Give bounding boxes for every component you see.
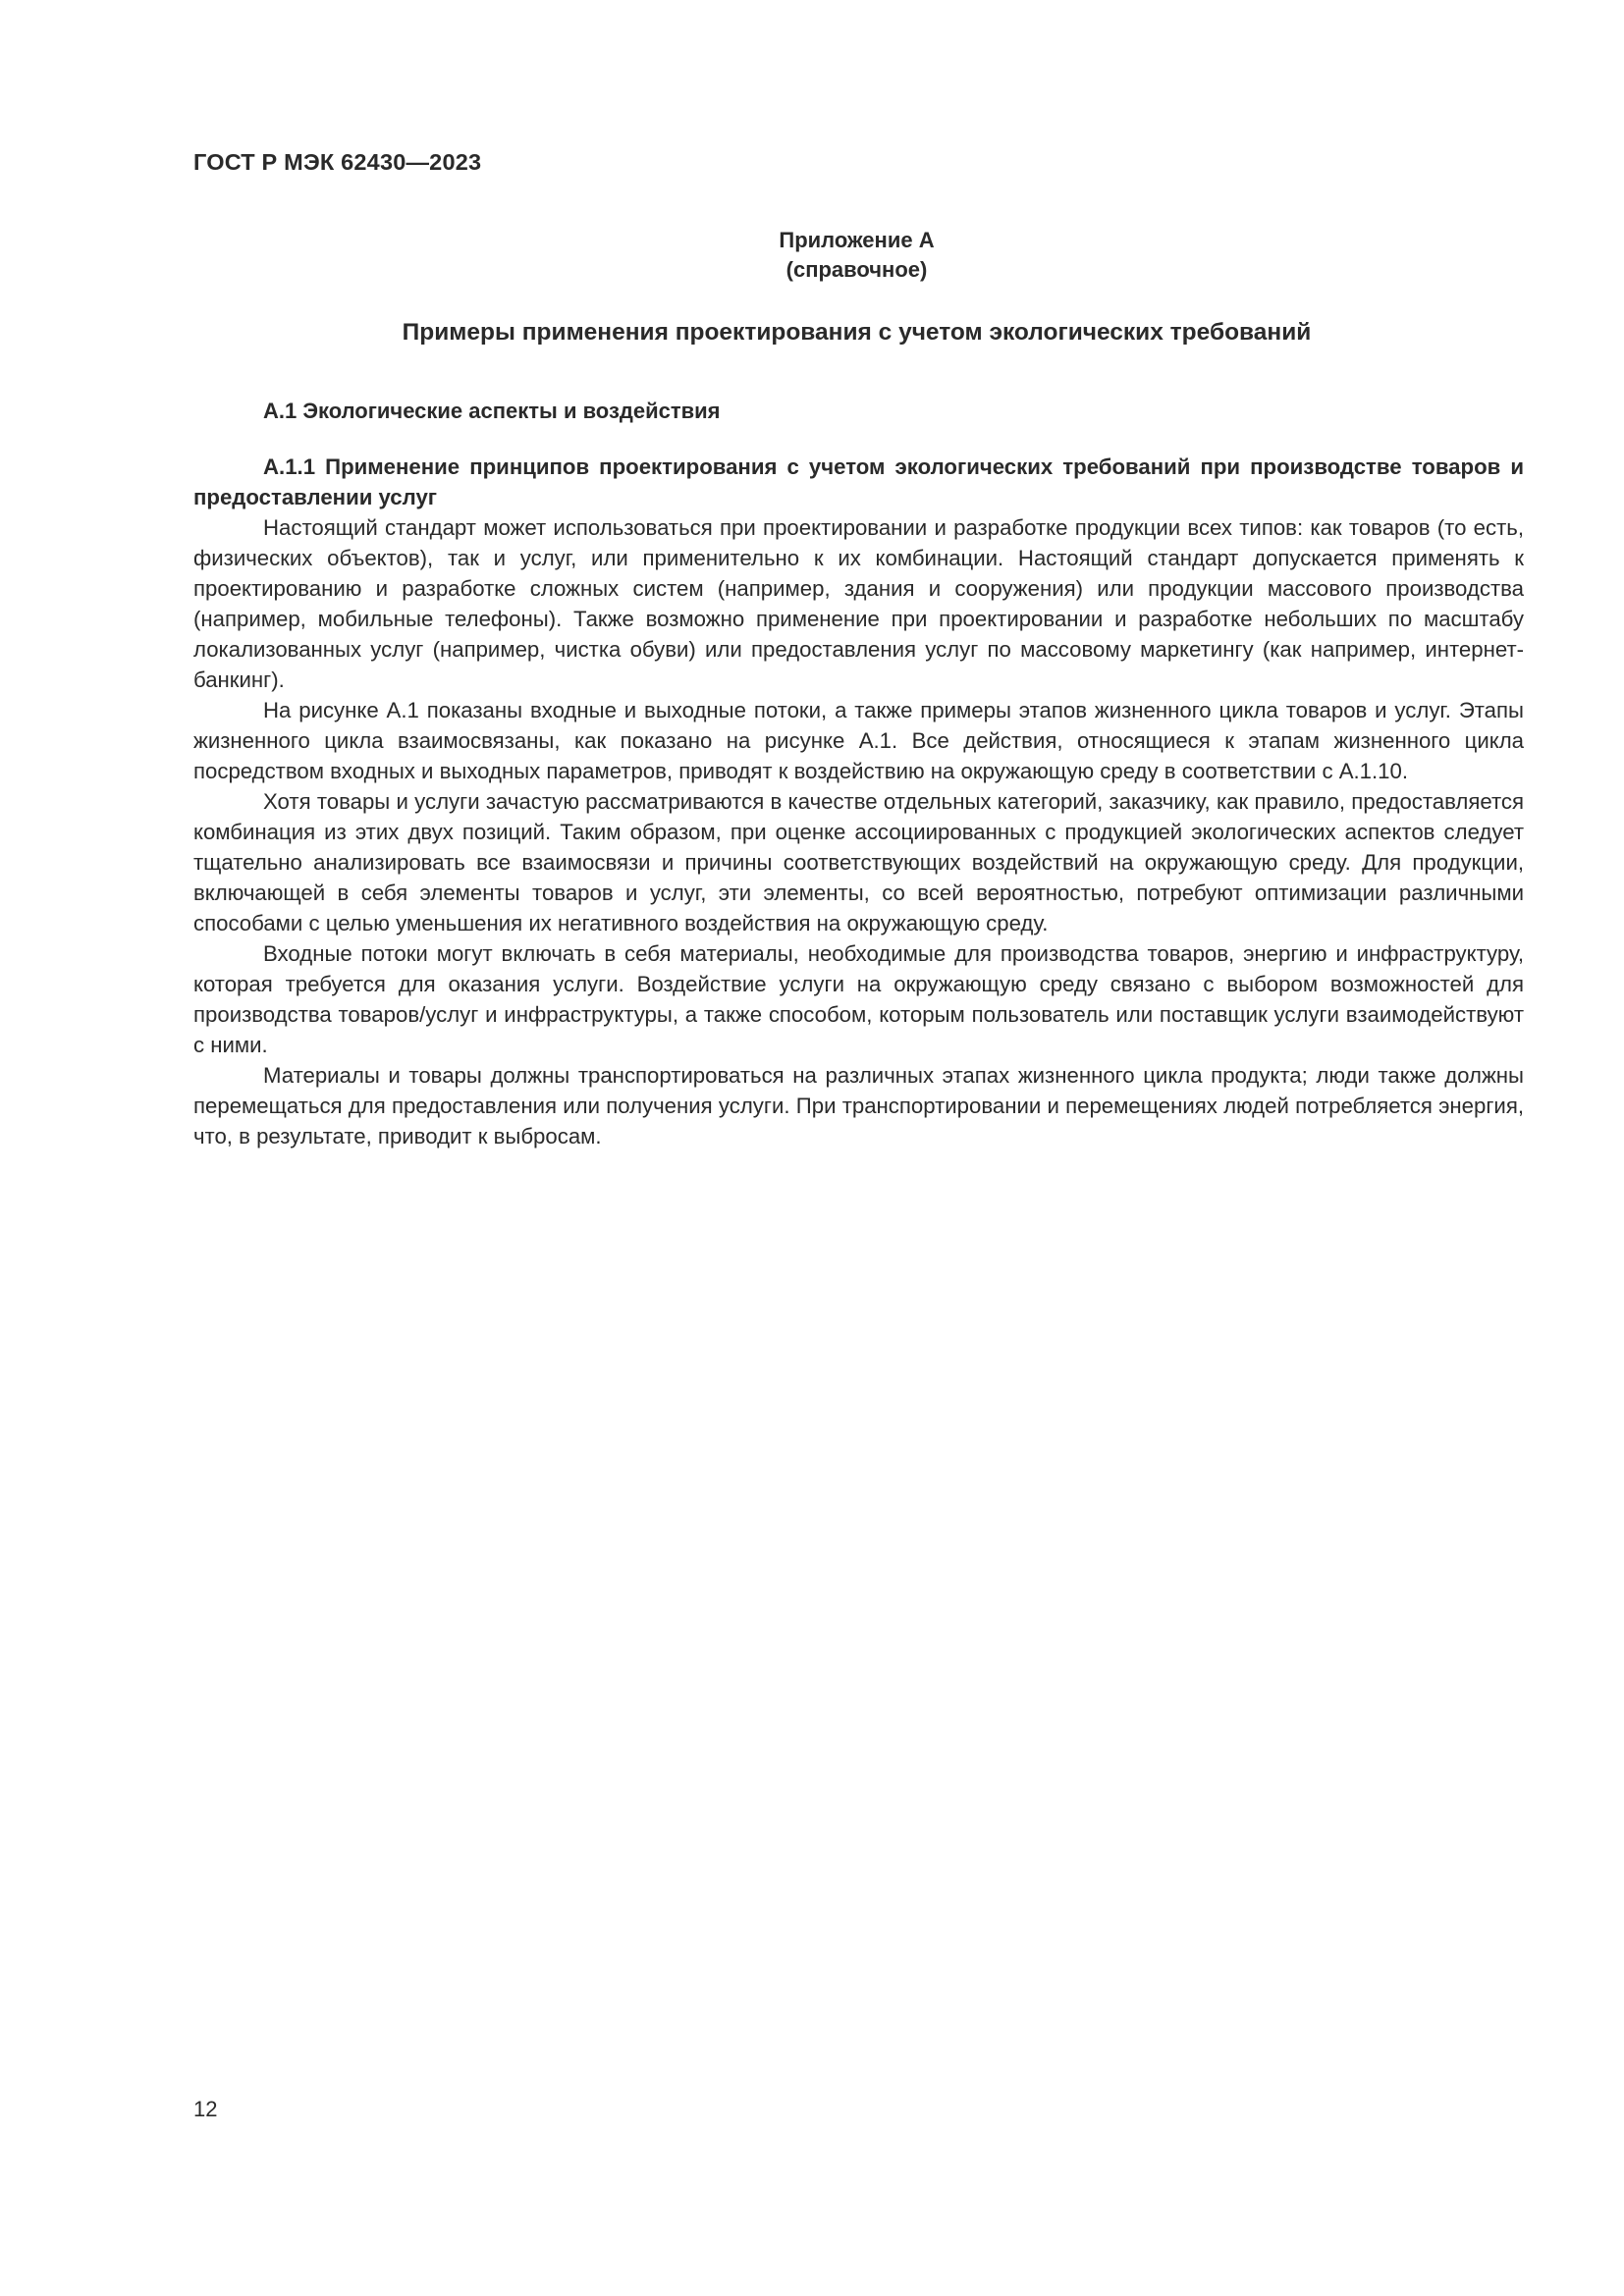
subsection-heading: А.1.1 Применение принципов проектирования с учетом экологических требований при производстве товаров и предоставлении услуг xyxy=(193,454,1524,509)
page-number: 12 xyxy=(193,2097,218,2121)
document-header-code: ГОСТ Р МЭК 62430—2023 xyxy=(193,149,482,175)
annex-label: Приложение А xyxy=(779,228,935,252)
annex-title: Примеры применения проектирования с учетом экологических требований xyxy=(402,319,1312,346)
paragraph: На рисунке А.1 показаны входные и выходные потоки, а также примеры этапов жизненного цикла товаров и услуг. Этапы жизненного цикла взаимосвязаны, как показано на рисунке А.1. Все действия, относящиеся к этапам жизненного цикла посредством входных и выходных параметров, приводят к воздействию на окружающую среду в соответствии с А.1.10. xyxy=(193,698,1524,783)
body-text xyxy=(193,452,1524,1151)
annex-label-block xyxy=(0,226,1624,285)
annex-status: (справочное) xyxy=(785,257,928,282)
paragraph: Хотя товары и услуги зачастую рассматриваются в качестве отдельных категорий, заказчику, как правило, предоставляется комбинация из этих двух позиций. Таким образом, при оценке ассоциированных с продукцией экологических аспектов следует тщательно анализировать все взаимосвязи и причины соответствующих воздействий на окружающую среду. Для продукции, включающей в себя элементы товаров и услуг, эти элементы, со всей вероятностью, потребуют оптимизации различными способами с целью уменьшения их негативного воздействия на окружающую среду. xyxy=(193,789,1524,935)
paragraph: Настоящий стандарт может использоваться при проектировании и разработке продукции всех типов: как товаров (то есть, физических объектов), так и услуг, или применительно к их комбинации. Настоящий стандарт допускается применять к проектированию и разработке сложных систем (например, здания и сооружения) или продукции массового производства (например, мобильные телефоны). Также возможно применение при проектировании и разработке небольших по масштабу локализованных услуг (например, чистка обуви) или предоставления услуг по массовому маркетингу (как например, интернет-банкинг). xyxy=(193,515,1524,692)
section-heading: А.1 Экологические аспекты и воздействия xyxy=(263,399,721,423)
paragraph: Материалы и товары должны транспортироваться на различных этапах жизненного цикла продукта; люди также должны перемещаться для предоставления или получения услуги. При транспортировании и перемещениях людей потребляется энергия, что, в результате, приводит к выбросам. xyxy=(193,1063,1524,1148)
paragraph: Входные потоки могут включать в себя материалы, необходимые для производства товаров, энергию и инфраструктуру, которая требуется для оказания услуги. Воздействие услуги на окружающую среду связано с выбором возможностей для производства товаров/услуг и инфраструктуры, а также способом, которым пользователь или поставщик услуги взаимодействуют с ними. xyxy=(193,941,1524,1057)
